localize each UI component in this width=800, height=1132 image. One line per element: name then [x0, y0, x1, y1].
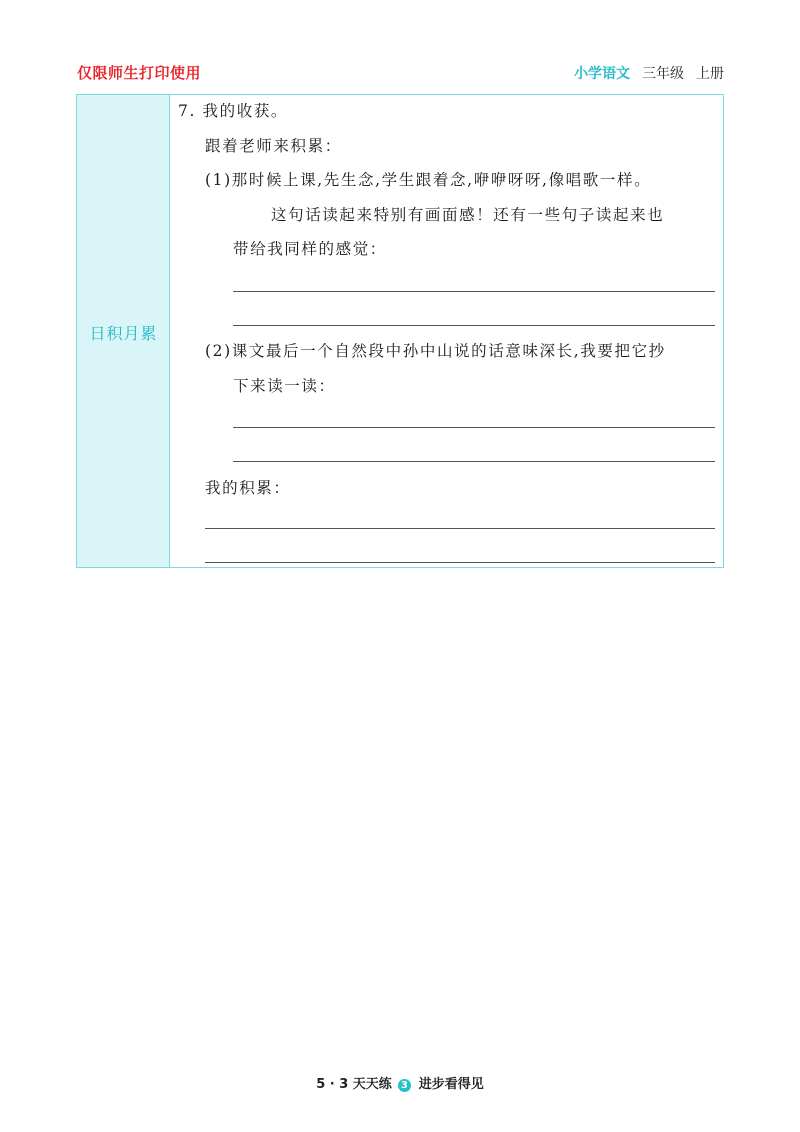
- header-grade: 三年级: [642, 66, 684, 82]
- item2-prompt-line2: 下来读一读：: [233, 377, 336, 395]
- header-subject: 小学语文: [574, 66, 630, 82]
- item1-prompt-line2: 带给我同样的感觉：: [233, 240, 387, 258]
- answer-line[interactable]: [233, 461, 715, 462]
- follow-teacher-text: 跟着老师来积累：: [205, 137, 342, 155]
- exercise-box: [76, 94, 724, 568]
- footer-brand: 5 · 3 天天练: [316, 1077, 392, 1092]
- header-print-notice: 仅限师生打印使用: [77, 64, 202, 82]
- section-sidebar: [77, 95, 170, 567]
- item1-sentence: (1)那时候上课,先生念,学生跟着念,咿咿呀呀,像唱歌一样。: [205, 171, 652, 189]
- answer-line[interactable]: [205, 528, 715, 529]
- question-title: 7. 我的收获。: [178, 102, 289, 120]
- answer-line[interactable]: [233, 427, 715, 428]
- answer-line[interactable]: [233, 291, 715, 292]
- answer-line[interactable]: [233, 325, 715, 326]
- footer: [0, 1073, 800, 1092]
- header-book-info: [574, 63, 724, 83]
- footer-slogan: 进步看得见: [418, 1077, 484, 1092]
- item1-prompt-line1: 这句话读起来特别有画面感！还有一些句子读起来也: [271, 206, 665, 224]
- item2-prompt-line1: (2)课文最后一个自然段中孙中山说的话意味深长,我要把它抄: [205, 342, 666, 360]
- header-term: 上册: [696, 66, 724, 82]
- answer-line[interactable]: [205, 562, 715, 563]
- footer-badge: 3: [398, 1079, 411, 1092]
- section-label: 日积月累: [89, 324, 158, 343]
- my-accumulation-label: 我的积累：: [205, 479, 291, 497]
